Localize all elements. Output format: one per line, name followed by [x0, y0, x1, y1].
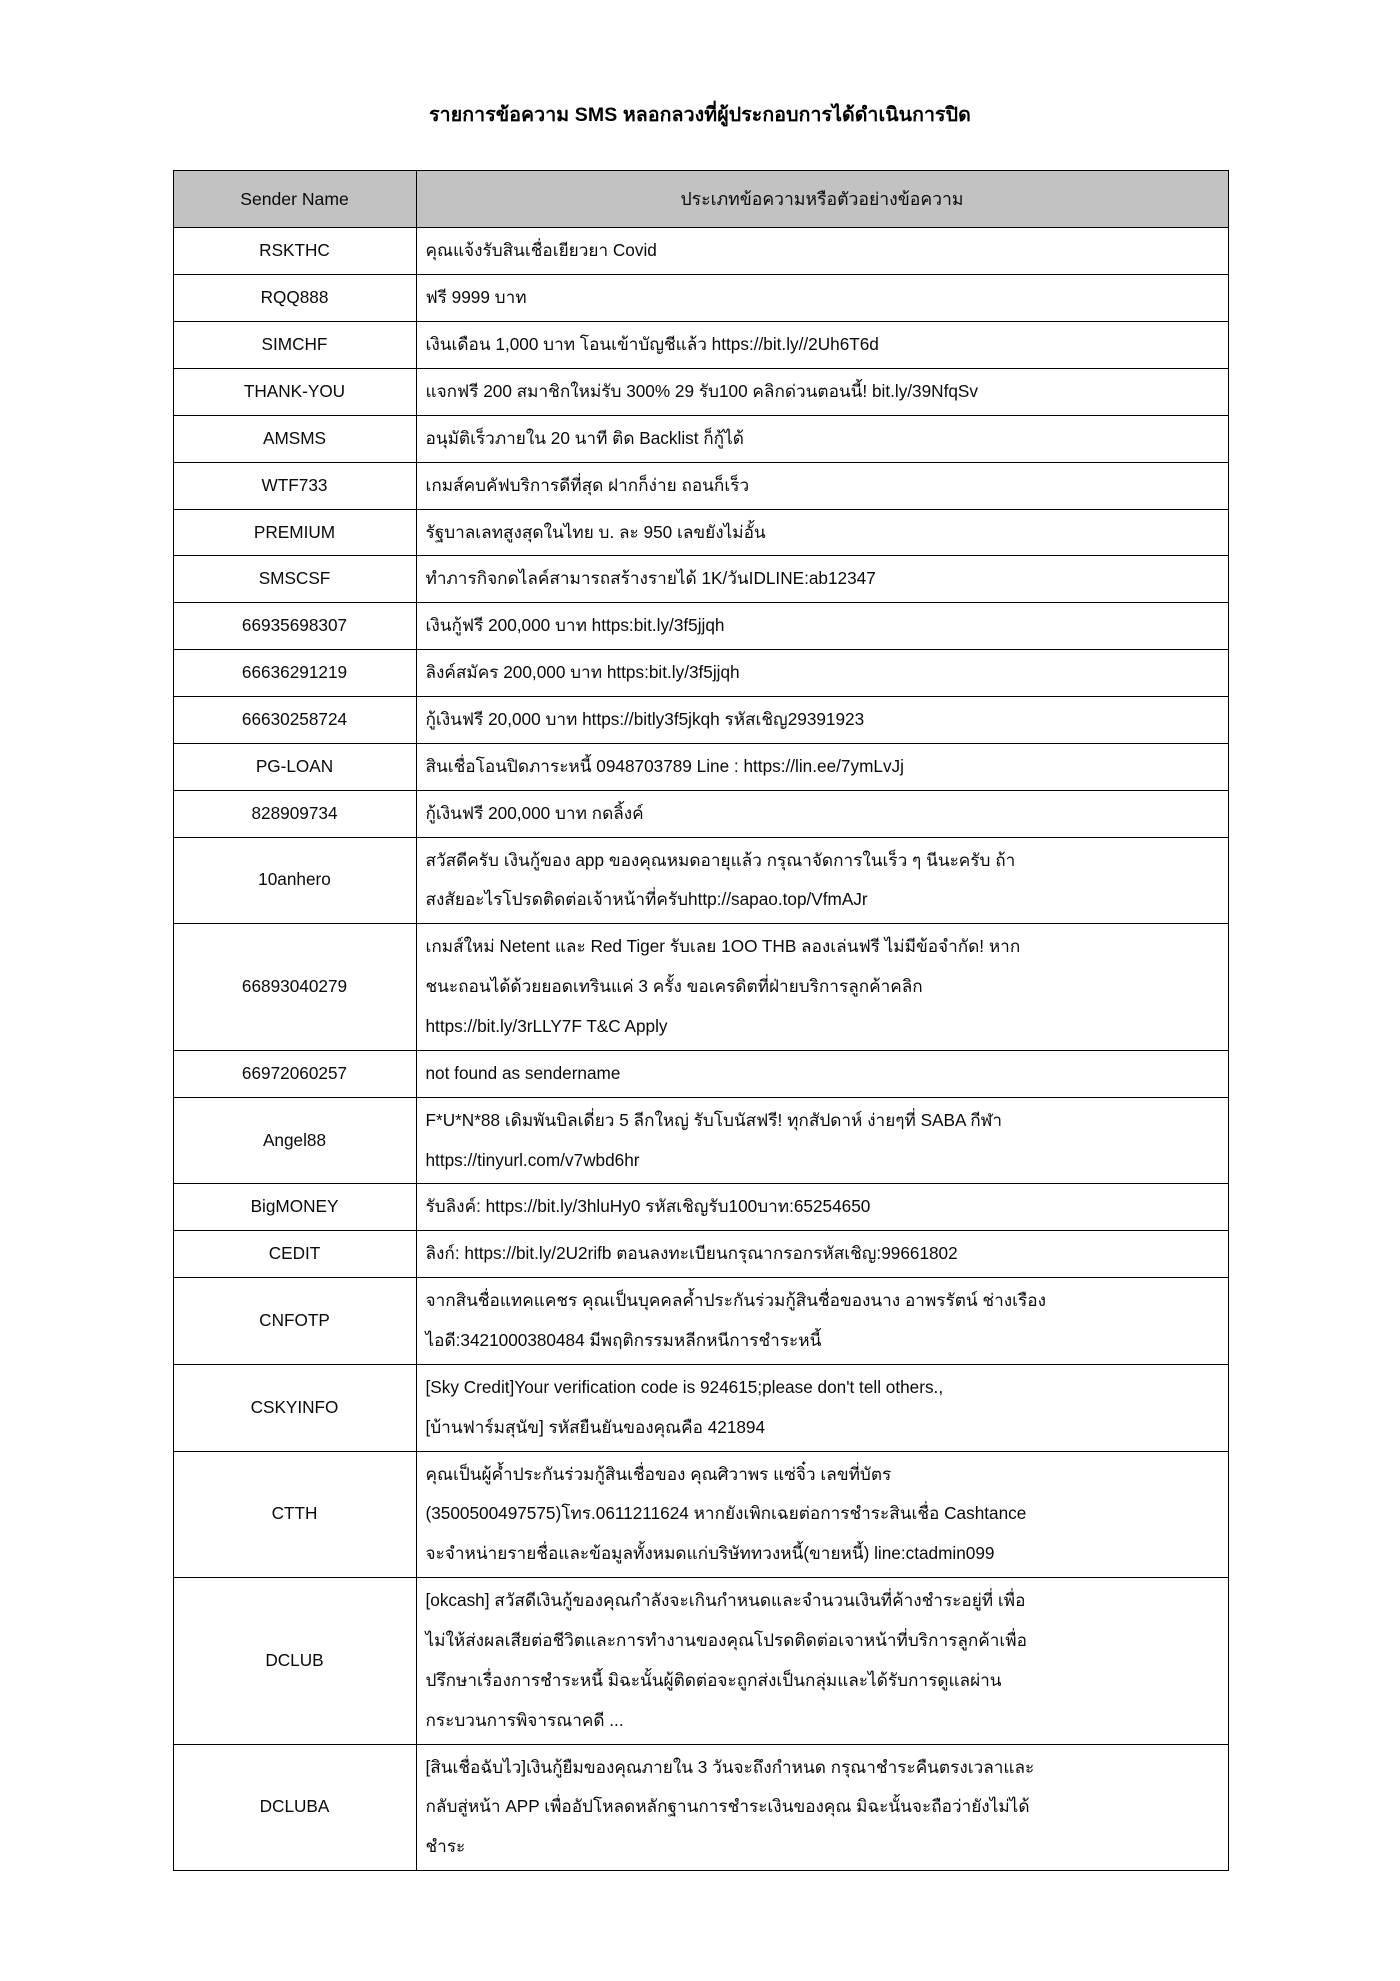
cell-sender-name: WTF733	[173, 462, 416, 509]
message-line: ชนะถอนได้ด้วยยอดเทรินแค่ 3 ครั้ง ขอเครดิตที่ฝ่ายบริการลูกค้าคลิก	[425, 976, 923, 997]
cell-sender-name: 66893040279	[173, 924, 416, 1051]
cell-message-text	[416, 1364, 1228, 1451]
table-row	[173, 228, 1228, 275]
cell-sender-name: CEDIT	[173, 1231, 416, 1278]
cell-sender-name: 66636291219	[173, 650, 416, 697]
message-line: ทำภารกิจกดไลค์สามารถสร้างรายได้ 1K/วันIDLINE:ab12347	[425, 568, 876, 589]
message-line: สวัสดีครับ เงินกู้ของ app ของคุณหมดอายุแล้ว กรุณาจัดการในเร็ว ๆ นีนะครับ ถ้า	[425, 849, 1016, 870]
message-line: คุณแจ้งรับสินเชื่อเยียวยา Covid	[425, 240, 657, 261]
cell-sender-name: SIMCHF	[173, 322, 416, 369]
message-line: จะจำหน่ายรายชื่อและข้อมูลทั้งหมดแก่บริษัททวงหนี้(ขายหนี้) line:ctadmin099	[425, 1543, 995, 1564]
cell-message-text	[416, 924, 1228, 1051]
message-line: F*U*N*88 เดิมพันบิลเดี่ยว 5 ลีกใหญ่ รับโบนัสฟรี! ทุกสัปดาห์ ง่ายๆที่ SABA กีฬา	[425, 1109, 1003, 1130]
message-line: เงินกู้ฟรี 200,000 บาท https:bit.ly/3f5jjqh	[425, 615, 725, 636]
cell-sender-name: AMSMS	[173, 415, 416, 462]
message-line: เกมส์ใหม่ Netent และ Red Tiger รับเลย 1OO THB ลองเล่นฟรี ไม่มีข้อจำกัด! หาก	[425, 936, 1021, 957]
cell-sender-name: DCLUB	[173, 1578, 416, 1744]
page-title: รายการข้อความ SMS หลอกลวงที่ผู้ประกอบการได้ดำเนินการปิด	[429, 104, 971, 126]
table-row	[173, 603, 1228, 650]
cell-sender-name: 828909734	[173, 790, 416, 837]
cell-message-text	[416, 603, 1228, 650]
table-row	[173, 1578, 1228, 1744]
table-row	[173, 509, 1228, 556]
table-row	[173, 1744, 1228, 1871]
table-row	[173, 415, 1228, 462]
column-header-sender-name: Sender Name	[173, 171, 416, 228]
cell-sender-name: CTTH	[173, 1451, 416, 1578]
table-row	[173, 1231, 1228, 1278]
message-line: กลับสู่หน้า APP เพื่ออัปโหลดหลักฐานการชำระเงินของคุณ มิฉะนั้นจะถือว่ายังไม่ได้	[425, 1796, 1030, 1817]
table-row	[173, 556, 1228, 603]
message-line: https://bit.ly/3rLLY7F T&C Apply	[425, 1015, 668, 1036]
table-row	[173, 696, 1228, 743]
message-line: สินเชื่อโอนปิดภาระหนี้ 0948703789 Line : https://lin.ee/7ymLvJj	[425, 755, 904, 776]
cell-sender-name: 10anhero	[173, 837, 416, 924]
message-line: not found as sendername	[425, 1062, 621, 1083]
cell-sender-name: CSKYINFO	[173, 1364, 416, 1451]
table-row	[173, 275, 1228, 322]
message-line: ลิงก์: https://bit.ly/2U2rifb ตอนลงทะเบียนกรุณากรอกรหัสเชิญ:99661802	[425, 1243, 958, 1264]
table-row	[173, 1278, 1228, 1365]
message-line: อนุมัติเร็วภายใน 20 นาที ติด Backlist ก็กู้ได้	[425, 427, 744, 448]
cell-message-text	[416, 743, 1228, 790]
message-line: ไอดี:3421000380484 มีพฤติกรรมหลีกหนีการชำระหนี้	[425, 1329, 822, 1350]
cell-message-text	[416, 556, 1228, 603]
message-line: (3500500497575)โทร.0611211624 หากยังเพิกเฉยต่อการชำระสินเชื่อ Cashtance	[425, 1503, 1027, 1524]
cell-sender-name: 66935698307	[173, 603, 416, 650]
cell-sender-name: THANK-YOU	[173, 368, 416, 415]
sms-table	[173, 170, 1229, 1871]
message-line: ชำระ	[425, 1836, 466, 1857]
table-row	[173, 1184, 1228, 1231]
message-line: แจกฟรี 200 สมาชิกใหม่รับ 300% 29 รับ100 คลิกด่วนตอนนี้! bit.ly/39NfqSv	[425, 380, 978, 401]
cell-message-text	[416, 1578, 1228, 1744]
cell-sender-name: PREMIUM	[173, 509, 416, 556]
cell-sender-name: RSKTHC	[173, 228, 416, 275]
table-row	[173, 322, 1228, 369]
table-body	[173, 228, 1228, 1871]
table-row	[173, 790, 1228, 837]
message-line: เกมส์คบคัฟบริการดีที่สุด ฝากก็ง่าย ถอนก็เร็ว	[425, 474, 750, 495]
message-line: ไม่ให้ส่งผลเสียต่อชีวิตและการทำงานของคุณโปรดติดต่อเจาหน้าที่บริการลูกค้าเพื่อ	[425, 1629, 1027, 1650]
cell-message-text	[416, 1231, 1228, 1278]
table-row	[173, 837, 1228, 924]
message-line: สงสัยอะไรโปรดติดต่อเจ้าหน้าที่ครับhttp://sapao.top/VfmAJr	[425, 889, 868, 910]
cell-message-text	[416, 696, 1228, 743]
message-line: ลิงค์สมัคร 200,000 บาท https:bit.ly/3f5jjqh	[425, 662, 740, 683]
cell-message-text	[416, 275, 1228, 322]
table-row	[173, 1451, 1228, 1578]
table-row	[173, 462, 1228, 509]
cell-sender-name: Angel88	[173, 1097, 416, 1184]
cell-message-text	[416, 1744, 1228, 1871]
cell-message-text	[416, 509, 1228, 556]
cell-message-text	[416, 322, 1228, 369]
table-row	[173, 368, 1228, 415]
sms-table-container	[173, 128, 1228, 1871]
message-line: [Sky Credit]Your verification code is 924615;please don't tell others.,	[425, 1376, 944, 1397]
cell-message-text	[416, 1050, 1228, 1097]
message-line: กู้เงินฟรี 20,000 บาท https://bitly3f5jkqh รหัสเชิญ29391923	[425, 708, 865, 729]
cell-sender-name: SMSCSF	[173, 556, 416, 603]
message-line: กระบวนการพิจารณาคดี ...	[425, 1709, 624, 1730]
cell-message-text	[416, 1278, 1228, 1365]
table-row	[173, 1097, 1228, 1184]
cell-message-text	[416, 790, 1228, 837]
table-row	[173, 743, 1228, 790]
message-line: https://tinyurl.com/v7wbd6hr	[425, 1149, 640, 1170]
table-row	[173, 1364, 1228, 1451]
table-row	[173, 1050, 1228, 1097]
cell-message-text	[416, 1451, 1228, 1578]
cell-message-text	[416, 228, 1228, 275]
cell-message-text	[416, 462, 1228, 509]
column-header-message-type: ประเภทข้อความหรือตัวอย่างข้อความ	[416, 171, 1228, 228]
cell-message-text	[416, 1184, 1228, 1231]
cell-message-text	[416, 650, 1228, 697]
message-line: จากสินชื่อแทคแคชร คุณเป็นบุคคลค้ำประกันร่วมกู้สินชื่อของนาง อาพรรัตน์ ช่างเรือง	[425, 1290, 1046, 1311]
cell-message-text	[416, 368, 1228, 415]
message-line: [สินเชื่อฉับไว]เงินกู้ยืมของคุณภายใน 3 วันจะถึงกำหนด กรุณาชำระคืนตรงเวลาและ	[425, 1756, 1035, 1777]
message-line: รับลิงค์: https://bit.ly/3hluHy0 รหัสเชิญรับ100บาท:65254650	[425, 1196, 871, 1217]
message-line: ปรึกษาเรื่องการชำระหนี้ มิฉะนั้นผู้ติดต่อจะถูกส่งเป็นกลุ่มและได้รับการดูแลผ่าน	[425, 1669, 1002, 1690]
message-line: [บ้านฟาร์มสุนัข] รหัสยืนยันของคุณคือ 421894	[425, 1416, 766, 1437]
cell-sender-name: RQQ888	[173, 275, 416, 322]
message-line: รัฐบาลเลทสูงสุดในไทย บ. ละ 950 เลขยังไม่อั้น	[425, 521, 766, 542]
cell-sender-name: DCLUBA	[173, 1744, 416, 1871]
cell-message-text	[416, 837, 1228, 924]
cell-sender-name: CNFOTP	[173, 1278, 416, 1365]
cell-sender-name: 66630258724	[173, 696, 416, 743]
message-line: [okcash] สวัสดีเงินกู้ของคุณกำลังจะเกินกำหนดและจำนวนเงินที่ค้างชำระอยู่ที่ เพื่อ	[425, 1590, 1026, 1611]
cell-message-text	[416, 415, 1228, 462]
message-line: เงินเดือน 1,000 บาท โอนเข้าบัญชีแล้ว https://bit.ly//2Uh6T6d	[425, 334, 879, 355]
message-line: ฟรี 9999 บาท	[425, 287, 527, 308]
cell-sender-name: PG-LOAN	[173, 743, 416, 790]
message-line: คุณเป็นผู้ค้ำประกันร่วมกู้สินเชื่อของ คุณศิวาพร แซ่จิ๋ว เลขที่บัตร	[425, 1463, 892, 1484]
cell-sender-name: 66972060257	[173, 1050, 416, 1097]
table-row	[173, 924, 1228, 1051]
cell-sender-name: BigMONEY	[173, 1184, 416, 1231]
cell-message-text	[416, 1097, 1228, 1184]
table-header	[173, 171, 1228, 228]
table-row	[173, 650, 1228, 697]
table-header-row	[173, 171, 1228, 228]
message-line: กู้เงินฟรี 200,000 บาท กดลิ้งค์	[425, 802, 644, 823]
